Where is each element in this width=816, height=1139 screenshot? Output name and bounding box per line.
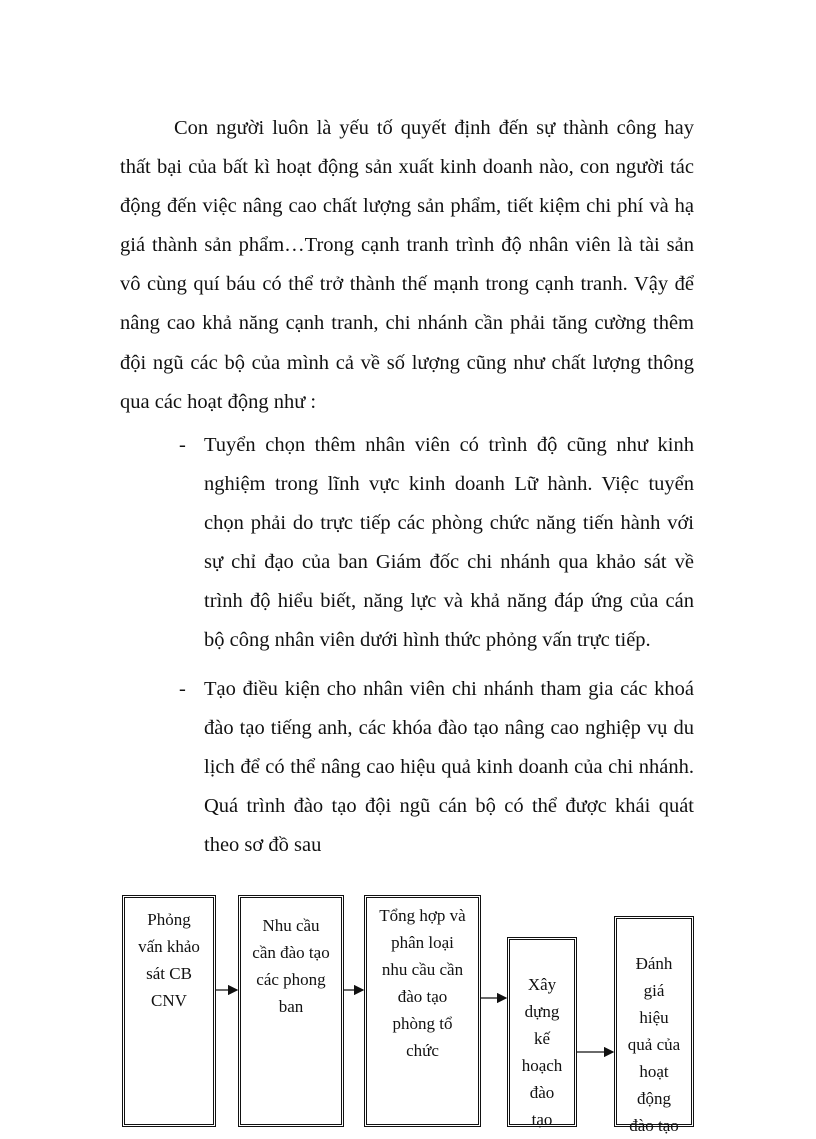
box-line: Đánh: [635, 954, 673, 973]
box-line: cần đào tạo: [252, 943, 330, 962]
box-line: nhu cầu cần: [381, 960, 464, 979]
box-line: kế: [533, 1029, 551, 1048]
flow-box-interview: [122, 895, 216, 1127]
box-line: các phong: [256, 970, 326, 989]
box-line: đào tạo: [397, 987, 448, 1006]
box-line: Nhu cầu: [262, 916, 320, 935]
box-line: chức: [406, 1041, 439, 1060]
box-line: Tổng hợp và: [379, 906, 466, 925]
flow-box-evaluate: [614, 916, 694, 1135]
flow-box-aggregate-needs: [364, 895, 481, 1127]
box-line: hiệu: [639, 1008, 669, 1027]
box-line: động: [637, 1089, 671, 1108]
box-line: phân loại: [391, 933, 454, 952]
bullet-marker: -: [179, 678, 186, 700]
box-line: đào: [529, 1083, 555, 1102]
box-line: hoạt: [639, 1062, 669, 1081]
flow-box-training-needs: [238, 895, 344, 1127]
box-line: giá: [643, 981, 665, 1000]
box-line: tạo: [531, 1110, 553, 1129]
bullet-text: Tuyển chọn thêm nhân viên có trình độ cũng như kinh nghiệm trong lĩnh vực kinh doanh Lữ hành. Việc tuyển chọn phải do trực tiếp các phòng chức năng tiến hành với sự chỉ đạo của ban Giám đốc chi nhánh qua khảo sát về trình độ hiểu biết, năng lực và khả năng đáp ứng của cán bộ công nhân viên dưới hình thức phỏng vấn trực tiếp.: [204, 434, 694, 652]
box-line: CNV: [151, 991, 187, 1010]
bullet-marker: -: [179, 434, 186, 456]
box-line: hoạch: [521, 1056, 563, 1075]
flow-box-training-plan: [507, 937, 577, 1127]
box-line: vấn khảo: [138, 937, 200, 956]
intro-paragraph: Con người luôn là yếu tố quyết định đến sự thành công hay thất bại của bất kì hoạt động sản xuất kinh doanh nào, con người tác động đến việc nâng cao chất lượng sản phẩm, tiết kiệm chi phí và hạ giá thành sản phẩm…Trong cạnh tranh trình độ nhân viên là tài sản vô cùng quí báu có thể trở thành thế mạnh trong cạnh tranh. Vậy để nâng cao khả năng cạnh tranh, chi nhánh cần phải tăng cường thêm đội ngũ các bộ của mình cả về số lượng cũng như chất lượng thông qua các hoạt động như :: [120, 117, 694, 413]
box-line: dựng: [524, 1002, 560, 1021]
box-line: Xây: [527, 975, 557, 994]
box-line: phòng tổ: [392, 1014, 453, 1033]
box-line: quả của: [627, 1035, 681, 1054]
bullet-text: Tạo điều kiện cho nhân viên chi nhánh tham gia các khoá đào tạo tiếng anh, các khóa đào tạo nâng cao nghiệp vụ du lịch để có thể nâng cao hiệu quả kinh doanh của chi nhánh. Quá trình đào tạo đội ngũ cán bộ có thể được khái quát theo sơ đồ sau: [204, 678, 694, 857]
box-line: Phỏng: [147, 910, 191, 929]
box-line: đào tạo: [629, 1116, 679, 1135]
box-line: ban: [278, 997, 304, 1016]
box-line: sát CB: [146, 964, 192, 983]
